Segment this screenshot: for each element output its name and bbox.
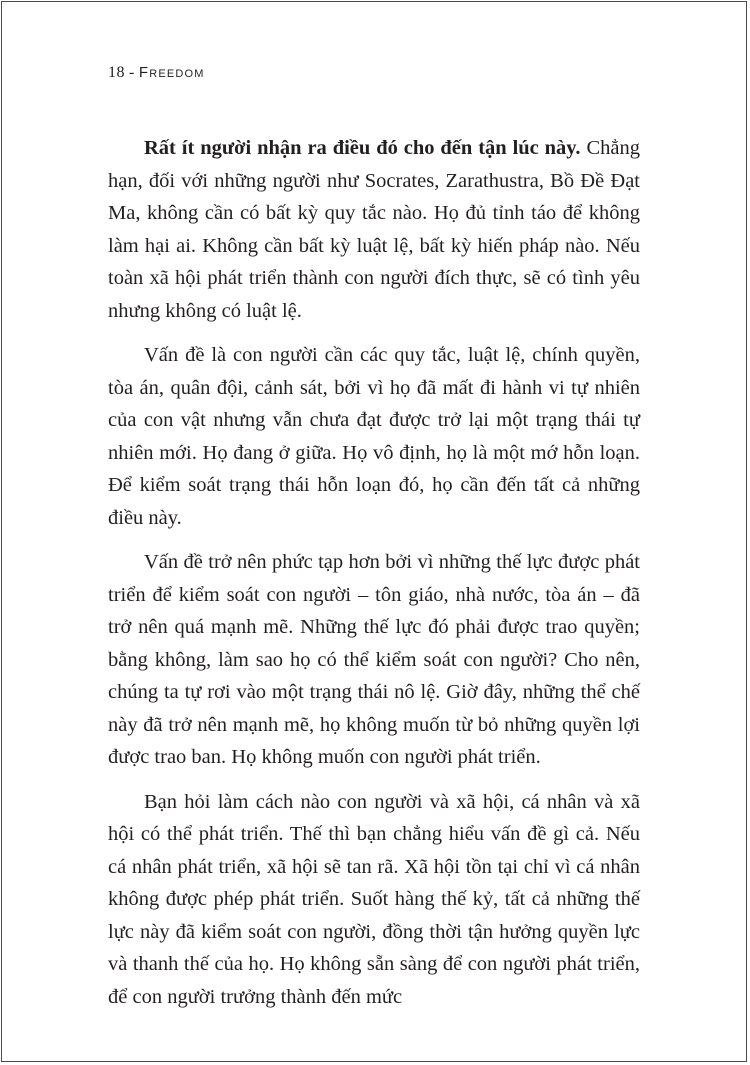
paragraph-text: Vấn đề là con người cần các quy tắc, luật lệ, chính quyền, tòa án, quân đội, cảnh sát, bởi vì họ đã mất đi hành vi tự nhiên của con vật nhưng vẫn chưa đạt được trở lại một trạng thái tự nhiên mới. Họ đang ở giữa. Họ vô định, họ là một mớ hỗn loạn. Để kiểm soát trạng thái hỗn loạn đó, họ cần đến tất cả những điều này.	[108, 344, 640, 529]
running-header	[108, 64, 205, 82]
paragraph	[108, 339, 640, 534]
book-title: Freedom	[138, 64, 205, 81]
paragraph-text: Chẳng hạn, đối với những người như Socrates, Zarathustra, Bồ Đề Đạt Ma, không cần có bất kỳ quy tắc nào. Họ đủ tỉnh táo để không làm hại ai. Không cần bất kỳ luật lệ, bất kỳ hiến pháp nào. Nếu toàn xã hội phát triển thành con người đích thực, sẽ có tình yêu nhưng không có luật lệ.	[108, 137, 640, 322]
paragraph-lead: Rất ít người nhận ra điều đó cho đến tận lúc này.	[144, 137, 581, 159]
paragraph-text: Vấn đề trở nên phức tạp hơn bởi vì những thế lực được phát triển để kiểm soát con người – tôn giáo, nhà nước, tòa án – đã trở nên quá mạnh mẽ. Những thế lực đó phải được trao quyền; bằng không, làm sao họ có thể kiểm soát con người? Cho nên, chúng ta tự rơi vào một trạng thái nô lệ. Giờ đây, những thể chế này đã trở nên mạnh mẽ, họ không muốn từ bỏ những quyền lợi được trao ban. Họ không muốn con người phát triển.	[108, 551, 640, 768]
page-number: 18	[108, 64, 125, 81]
body-text	[108, 132, 640, 1025]
paragraph	[108, 786, 640, 1014]
paragraph	[108, 132, 640, 327]
paragraph	[108, 546, 640, 774]
header-separator: -	[129, 64, 135, 81]
paragraph-text: Bạn hỏi làm cách nào con người và xã hội, cá nhân và xã hội có thể phát triển. Thế thì bạn chẳng hiểu vấn đề gì cả. Nếu cá nhân phát triển, xã hội sẽ tan rã. Xã hội tồn tại chỉ vì cá nhân không được phép phát triển. Suốt hàng thế kỷ, tất cả những thế lực này đã kiểm soát con người, đồng thời tận hưởng quyền lực và thanh thế của họ. Họ không sẵn sàng để con người phát triển, để con người trưởng thành đến mức	[108, 790, 640, 1008]
